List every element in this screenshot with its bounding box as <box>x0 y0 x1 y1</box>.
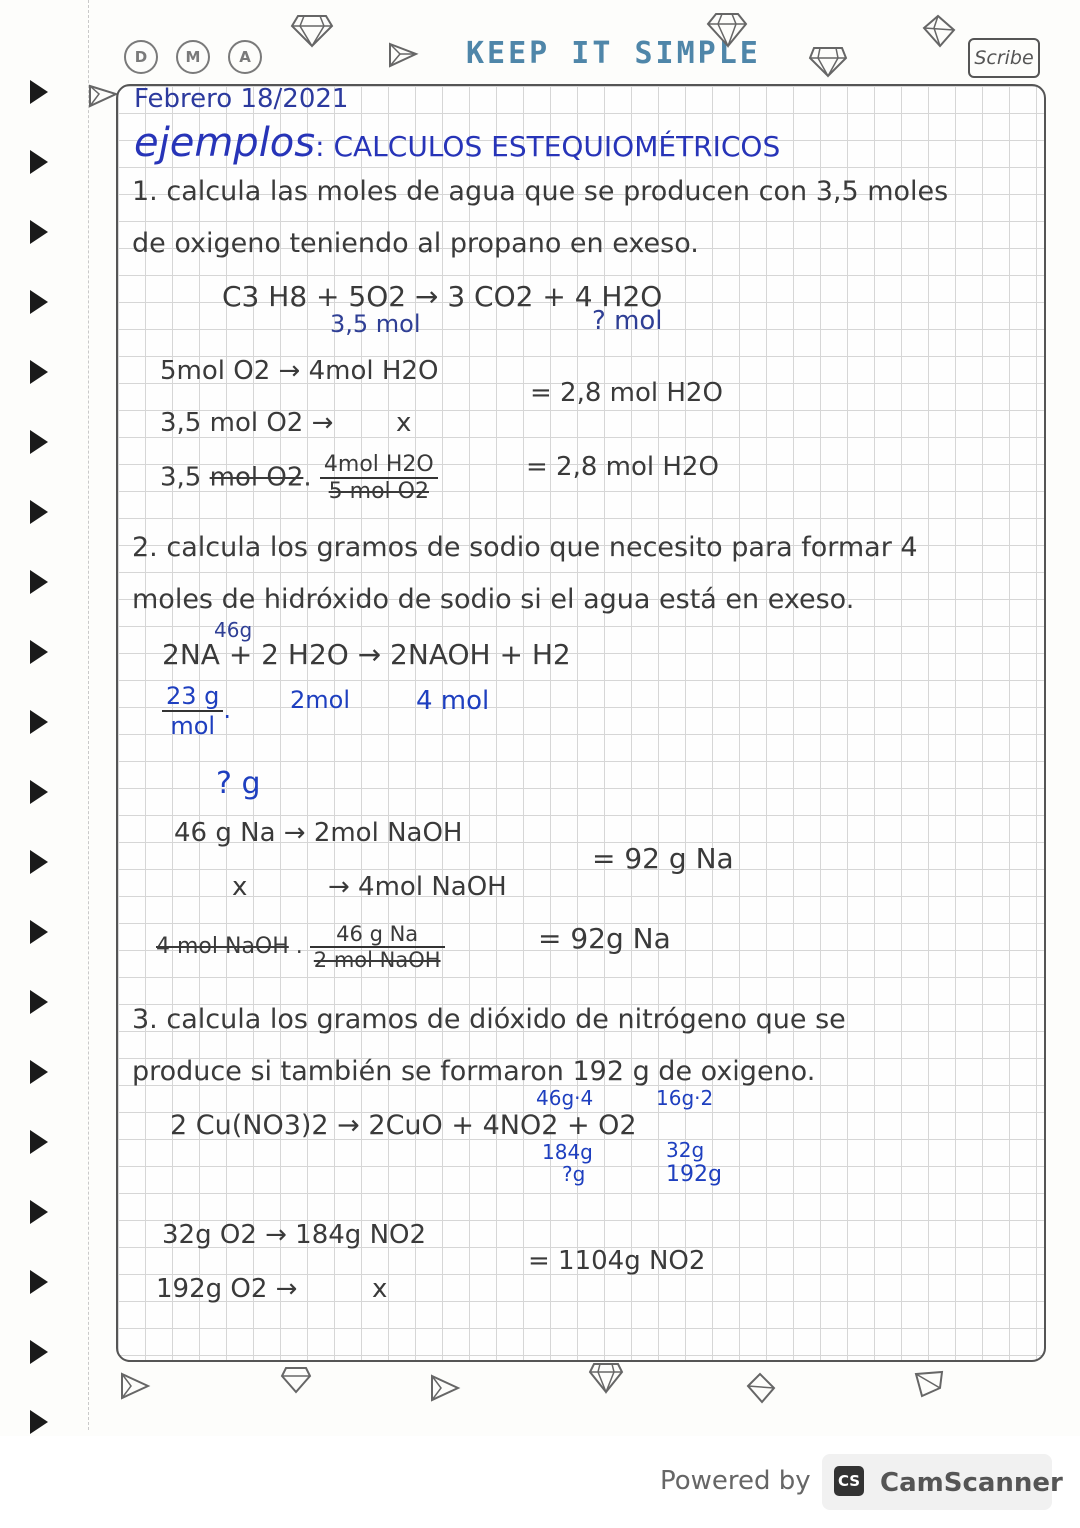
calc-denominator: 5 mol O2 <box>328 479 429 504</box>
problem2-mass-note: 46g <box>214 618 253 642</box>
month-circle: M <box>176 40 210 74</box>
problem2-result1: = 92 g Na <box>592 842 734 875</box>
binder-hole <box>30 850 48 874</box>
problem3-rule-line2: 192g O2 → <box>156 1274 298 1304</box>
problem1-calculation <box>160 452 438 504</box>
binder-hole <box>30 1200 48 1224</box>
problem1-result2: = 2,8 mol H2O <box>526 452 719 482</box>
problem2-moles-2: 2mol <box>290 686 350 714</box>
problem1-result1: = 2,8 mol H2O <box>530 378 723 408</box>
calc-numerator: 46 g Na <box>310 922 445 948</box>
diamond-icon <box>808 44 848 78</box>
powered-by-label: Powered by <box>660 1466 811 1496</box>
calc-dot: . <box>295 934 303 959</box>
problem1-rule-line1: 5mol O2 → 4mol H2O <box>160 356 439 386</box>
molar-numerator: 23 g <box>162 682 223 712</box>
calc-left: 3,5 <box>160 462 202 493</box>
binder-hole <box>30 990 48 1014</box>
binder-hole <box>30 290 48 314</box>
problem1-rule-x: x <box>396 408 412 438</box>
calc-fraction <box>320 452 438 504</box>
problem3-annotation-unknown: ?g <box>562 1162 586 1186</box>
problem3-annotation-ratio2: 16g·2 <box>656 1086 714 1110</box>
scanner-footer <box>0 1436 1080 1528</box>
binder-hole <box>30 1410 48 1434</box>
diamond-icon <box>86 82 120 110</box>
binder-hole <box>30 430 48 454</box>
binder-hole <box>30 1340 48 1364</box>
problem2-equation: 2NA + 2 H2O → 2NAOH + H2 <box>162 638 571 671</box>
problem3-rule-x: x <box>372 1274 388 1304</box>
binder-hole <box>30 150 48 174</box>
title-word: ejemplos <box>134 120 316 166</box>
problem3-result: = 1104g NO2 <box>528 1246 706 1276</box>
binder-hole <box>30 500 48 524</box>
diamond-icon <box>280 1366 312 1394</box>
note-title <box>134 120 780 166</box>
diamond-icon <box>428 1372 462 1404</box>
calc-numerator: 4mol H2O <box>320 452 438 479</box>
diamond-icon <box>290 14 334 48</box>
binder-hole <box>30 220 48 244</box>
brand-title: KEEP IT SIMPLE <box>466 36 761 71</box>
diamond-icon <box>118 1370 152 1402</box>
scribe-badge: Scribe <box>968 38 1040 78</box>
camscanner-name: CamScanner <box>880 1468 1063 1498</box>
problem2-rule-line2: → 4mol NaOH <box>328 872 507 902</box>
problem3-equation: 2 Cu(NO3)2 → 2CuO + 4NO2 + O2 <box>170 1110 637 1141</box>
problem3-rule-line1: 32g O2 → 184g NO2 <box>162 1220 427 1250</box>
diamond-icon <box>588 1362 624 1394</box>
problem1-text-line1: 1. calcula las moles de agua que se producen con 3,5 moles <box>132 176 949 207</box>
binder-hole <box>30 780 48 804</box>
diamond-icon <box>386 40 420 70</box>
problem2-text-line1: 2. calcula los gramos de sodio que necesito para formar 4 <box>132 532 918 563</box>
page-header <box>0 0 1080 86</box>
calc-strike: mol O2 <box>209 462 304 493</box>
problem3-annotation-ratio1: 46g·4 <box>536 1086 594 1110</box>
problem1-rule-line2: 3,5 mol O2 → <box>160 408 334 438</box>
calc-denominator: 2 mol NaOH <box>313 948 441 972</box>
binder-hole <box>30 1130 48 1154</box>
problem2-rule-line1: 46 g Na → 2mol NaOH <box>174 818 463 848</box>
problem1-given: 3,5 mol <box>330 310 421 338</box>
binder-hole <box>30 640 48 664</box>
calc-strike: 4 mol NaOH <box>156 934 289 959</box>
problem1-equation: C3 H8 + 5O2 → 3 CO2 + 4 H2O <box>222 280 663 313</box>
day-circle: D <box>124 40 158 74</box>
problem3-text-line2: produce si también se formaron 192 g de oxigeno. <box>132 1056 816 1087</box>
diamond-icon <box>744 1372 776 1404</box>
binder-hole <box>30 710 48 734</box>
year-circle: A <box>228 40 262 74</box>
problem2-text-line2: moles de hidróxido de sodio si el agua está en exeso. <box>132 584 855 615</box>
note-date: Febrero 18/2021 <box>134 84 349 114</box>
diamond-icon <box>706 10 748 50</box>
margin-line <box>88 0 90 1430</box>
camscanner-badge <box>822 1454 1063 1510</box>
problem2-moles-4: 4 mol <box>416 686 490 716</box>
binder-hole <box>30 570 48 594</box>
diamond-icon <box>912 1368 946 1400</box>
problem1-unknown: ? mol <box>592 306 663 336</box>
problem2-result2: = 92g Na <box>538 922 671 955</box>
binder-hole <box>30 1270 48 1294</box>
binder-hole <box>30 360 48 384</box>
problem2-unknown: ? g <box>216 766 261 801</box>
molar-dot: . <box>223 696 232 724</box>
calc-dot: . <box>303 462 312 493</box>
diamond-icon <box>920 14 958 48</box>
problem3-annotation-184: 184g <box>542 1140 593 1164</box>
binder-holes <box>30 80 54 1440</box>
problem2-rule-x: x <box>232 872 248 902</box>
problem3-annotation-192: 192g <box>666 1162 722 1187</box>
binder-hole <box>30 1060 48 1084</box>
calc-fraction <box>310 922 445 972</box>
title-rest: : CALCULOS ESTEQUIOMÉTRICOS <box>315 130 781 163</box>
camscanner-logo-icon: CS <box>834 1466 864 1496</box>
problem3-annotation-32: 32g <box>666 1138 705 1162</box>
problem3-text-line1: 3. calcula los gramos de dióxido de nitrógeno que se <box>132 1004 846 1035</box>
problem2-molar-mass <box>162 682 231 740</box>
problem2-calculation <box>156 922 445 972</box>
problem1-text-line2: de oxigeno teniendo al propano en exeso. <box>132 228 699 259</box>
binder-hole <box>30 920 48 944</box>
grid-notes-area <box>116 84 1046 1362</box>
molar-fraction <box>162 682 223 740</box>
molar-denominator: mol <box>170 712 216 740</box>
